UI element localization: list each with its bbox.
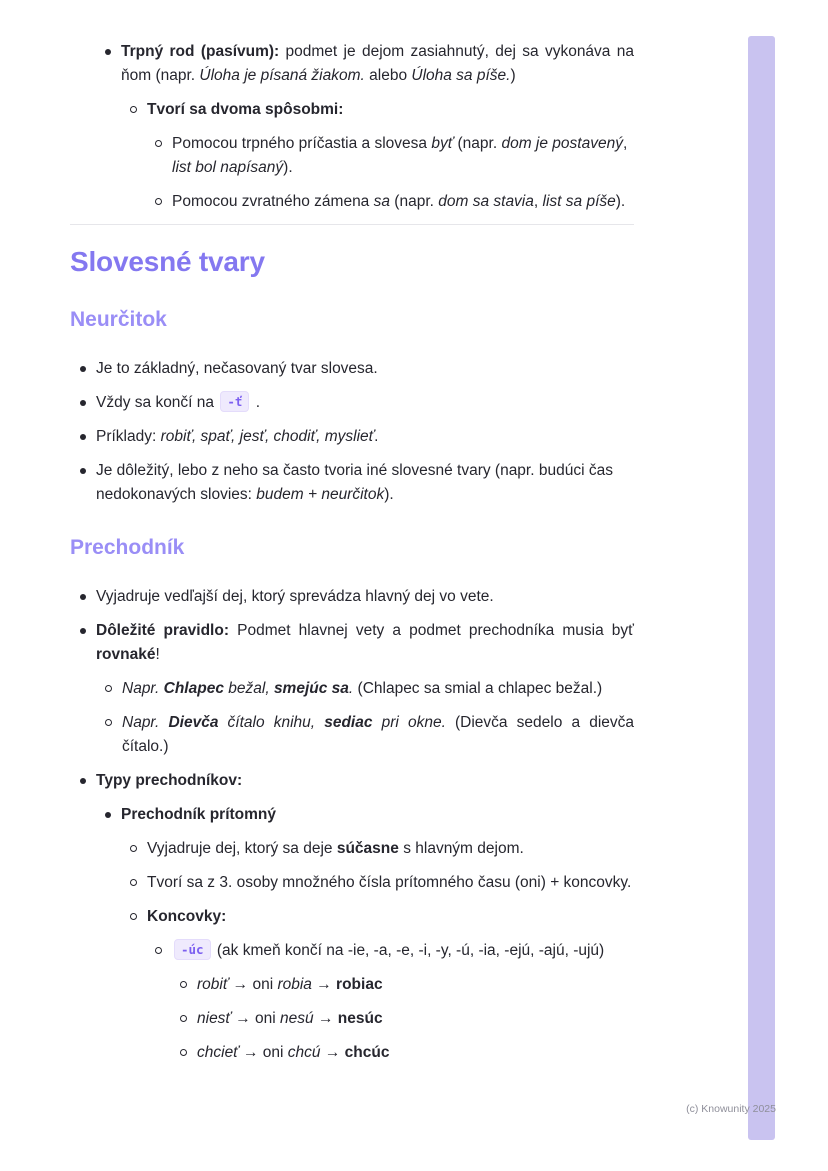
text-segment: dom je postavený	[501, 135, 623, 152]
bullet-circle-icon	[180, 981, 187, 988]
list-item-text	[147, 871, 634, 895]
list-item-text	[121, 40, 634, 88]
text-segment: ).	[615, 193, 626, 210]
text-segment: Typy prechodníkov:	[96, 772, 243, 789]
divider	[70, 224, 634, 225]
text-segment: )	[510, 67, 516, 84]
bullet-circle-icon	[130, 879, 137, 886]
text-segment: ,	[533, 193, 543, 210]
list-item-text	[147, 837, 634, 861]
list-item	[105, 711, 634, 759]
bullet-disc-icon	[105, 812, 111, 818]
list-item	[105, 677, 634, 701]
text-segment: byť	[431, 135, 454, 152]
list-item	[80, 769, 634, 793]
list-item-text	[197, 1007, 634, 1031]
list-item	[105, 40, 634, 88]
text-segment: Je to základný, nečasovaný tvar slovesa.	[96, 360, 378, 377]
list-item	[155, 132, 634, 180]
text-segment: (napr.	[453, 135, 502, 152]
text-segment: .	[374, 428, 379, 445]
text-segment: (napr.	[390, 193, 439, 210]
text-segment: Dievča	[168, 714, 219, 731]
list-item-text	[96, 585, 634, 609]
text-segment: robiac	[336, 976, 383, 993]
bullet-disc-icon	[80, 468, 86, 474]
bullet-circle-icon	[155, 140, 162, 147]
text-segment: Príklady:	[96, 428, 161, 445]
text-segment: robia	[277, 976, 312, 993]
text-segment: Trpný rod (pasívum):	[121, 43, 286, 60]
text-segment: nesúc	[337, 1010, 383, 1027]
text-segment: Úloha je písaná žiakom.	[199, 67, 365, 84]
bullet-disc-icon	[80, 594, 86, 600]
bullet-disc-icon	[80, 628, 86, 634]
text-segment: Vyjadruje vedľajší dej, ktorý sprevádza hlavný dej vo vete.	[96, 588, 494, 605]
bullet-disc-icon	[80, 400, 86, 406]
text-segment: Napr.	[122, 680, 164, 697]
code-pill: -ť	[220, 391, 249, 412]
bullet-circle-icon	[155, 198, 162, 205]
page-accent-bar	[748, 36, 775, 1140]
bullet-circle-icon	[105, 685, 112, 692]
text-segment: → oni	[228, 976, 278, 993]
text-segment: Dôležité pravidlo:	[96, 622, 238, 639]
text-segment: robiť, spať, jesť, chodiť, myslieť	[160, 428, 375, 445]
text-segment: dom sa stavia	[438, 193, 534, 210]
text-segment: robiť	[197, 976, 229, 993]
list-item-text	[197, 1041, 634, 1065]
text-segment: niesť	[197, 1010, 231, 1027]
list-item-text	[172, 132, 634, 180]
text-segment: chcú	[287, 1044, 321, 1061]
list-item-text	[147, 905, 634, 929]
text-segment: súčasne	[336, 840, 399, 857]
list-item	[80, 459, 634, 507]
text-segment: alebo	[364, 67, 412, 84]
text-segment: .	[251, 394, 261, 411]
text-segment: Vždy sa končí na	[96, 394, 219, 411]
list-item	[80, 619, 634, 667]
bullet-disc-icon	[80, 434, 86, 440]
text-segment: ).	[384, 486, 394, 503]
text-segment: smejúc sa	[273, 680, 349, 697]
text-segment: bežal,	[223, 680, 274, 697]
text-segment: chcieť	[197, 1044, 239, 1061]
list-item-text	[96, 459, 634, 507]
list-item	[80, 391, 634, 415]
text-segment: .	[348, 680, 358, 697]
bullet-disc-icon	[105, 49, 111, 55]
text-segment: Pomocou zvratného zámena	[172, 193, 374, 210]
text-segment: ).	[283, 159, 293, 176]
list-item	[80, 357, 634, 381]
section-heading-neurcitok: Neurčitok	[70, 308, 167, 331]
list-item	[80, 585, 634, 609]
text-segment: →	[311, 976, 337, 993]
list-item-text	[121, 803, 634, 827]
bullet-circle-icon	[105, 719, 112, 726]
list-item-text	[96, 769, 634, 793]
list-item	[180, 973, 634, 997]
list-item	[180, 1041, 634, 1065]
text-segment: (Dievča sedelo a dievča čítalo.)	[122, 714, 635, 755]
list-item-text	[96, 425, 634, 449]
text-segment: rovnaké	[96, 646, 156, 663]
text-segment: Podmet hlavnej vety a podmet prechodníka musia byť	[237, 622, 634, 639]
text-segment: Koncovky:	[147, 908, 227, 925]
list-item	[155, 939, 634, 963]
text-segment: sediac	[324, 714, 373, 731]
list-item	[105, 803, 634, 827]
list-item-text	[147, 98, 634, 122]
list-item	[80, 425, 634, 449]
text-segment: !	[155, 646, 160, 663]
text-segment: nesú	[280, 1010, 314, 1027]
text-segment: s hlavným dejom.	[398, 840, 524, 857]
bullet-circle-icon	[130, 913, 137, 920]
list-item	[130, 837, 634, 861]
list-item-text	[96, 619, 634, 667]
list-item-text	[122, 677, 634, 701]
bullet-circle-icon	[180, 1015, 187, 1022]
text-segment: → oni	[230, 1010, 281, 1027]
text-segment: budem + neurčitok	[256, 486, 385, 503]
text-segment: →	[313, 1010, 338, 1027]
text-segment: (ak kmeň končí na -ie, -a, -e, -i, -y, -ú, -ia, -ejú, -ajú, -ujú)	[212, 942, 605, 959]
text-segment: ,	[622, 135, 628, 152]
list-item	[130, 871, 634, 895]
text-segment: Prechodník prítomný	[121, 806, 277, 823]
list-item	[180, 1007, 634, 1031]
list-item	[130, 905, 634, 929]
page-title: Slovesné tvary	[70, 246, 265, 277]
text-segment: list sa píše	[542, 193, 616, 210]
text-segment: Vyjadruje dej, ktorý sa deje	[147, 840, 337, 857]
text-segment: chcúc	[344, 1044, 390, 1061]
text-segment: Chlapec	[163, 680, 224, 697]
text-segment: →	[320, 1044, 345, 1061]
text-segment: → oni	[238, 1044, 288, 1061]
list-item-text	[122, 711, 634, 759]
text-segment: (Chlapec sa smial a chlapec bežal.)	[357, 680, 603, 697]
code-pill: -úc	[174, 939, 211, 960]
bullet-circle-icon	[180, 1049, 187, 1056]
text-segment: list bol napísaný	[172, 159, 284, 176]
text-segment: sa	[373, 193, 390, 210]
bullet-disc-icon	[80, 778, 86, 784]
text-segment: podmet je dejom zasiahnutý, dej sa vykonáva na ňom (napr.	[121, 43, 634, 84]
bullet-circle-icon	[155, 947, 162, 954]
list-item-text	[96, 357, 634, 381]
text-segment: pri okne.	[372, 714, 455, 731]
watermark: (c) Knowunity 2025	[686, 1103, 776, 1115]
text-segment: čítalo knihu,	[218, 714, 325, 731]
text-segment: Úloha sa píše.	[411, 67, 511, 84]
list-item	[130, 98, 634, 122]
list-item-text	[172, 939, 634, 963]
text-segment: Tvorí sa z 3. osoby množného čísla prítomného času (oni) + koncovky.	[147, 874, 632, 891]
text-segment: Je dôležitý, lebo z neho sa často tvoria iné slovesné tvary (napr. budúci čas nedokonavých slovies:	[96, 462, 613, 503]
bullet-circle-icon	[130, 106, 137, 113]
list-item-text	[197, 973, 634, 997]
section-heading-prechodnik: Prechodník	[70, 536, 185, 559]
list-item-text	[172, 190, 634, 214]
bullet-disc-icon	[80, 366, 86, 372]
text-segment: Napr.	[122, 714, 169, 731]
bullet-circle-icon	[130, 845, 137, 852]
text-segment: Tvorí sa dvoma spôsobmi:	[147, 101, 344, 118]
document-content	[70, 40, 634, 1075]
list-item-text	[96, 391, 634, 415]
list-item	[155, 190, 634, 214]
text-segment: Pomocou trpného príčastia a slovesa	[172, 135, 432, 152]
